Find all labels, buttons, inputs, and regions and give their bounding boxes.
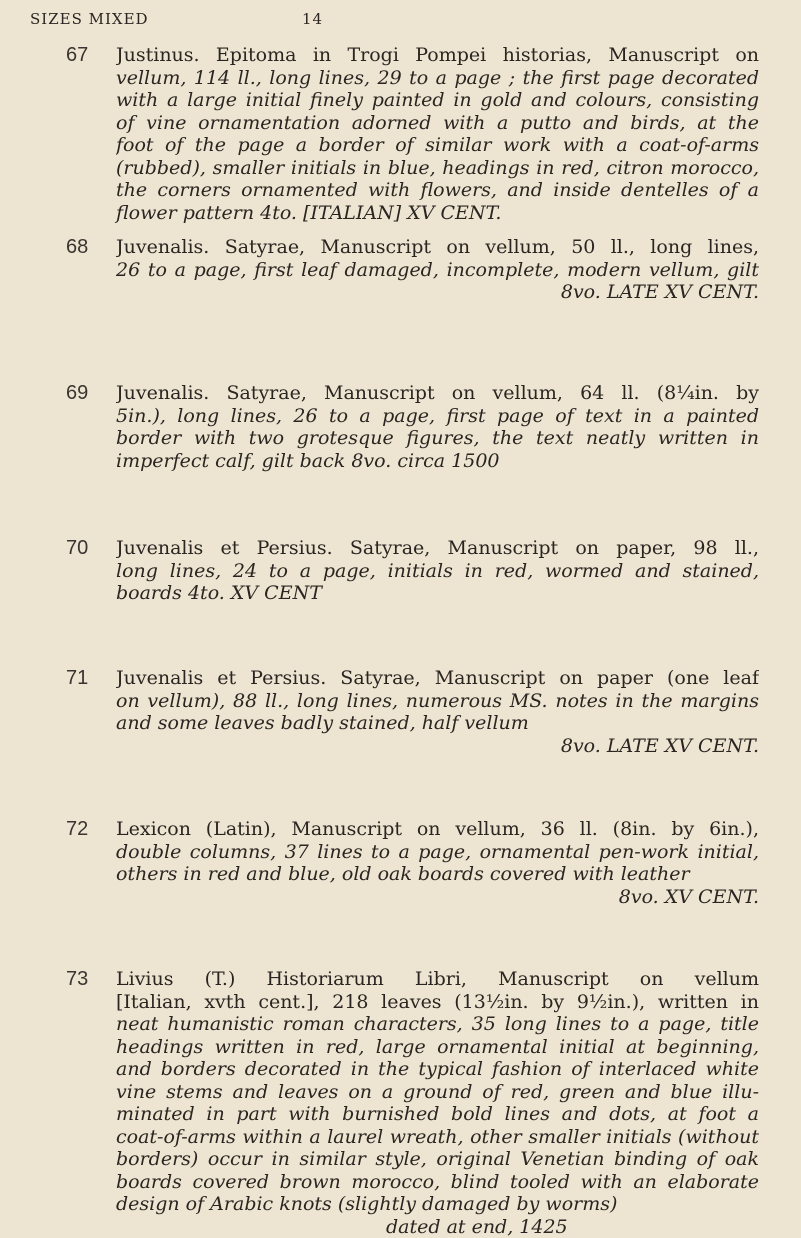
description-line: 26 to a page, first leaf damaged, incomplete, modern vellum, gilt xyxy=(116,259,759,282)
running-head xyxy=(30,10,730,30)
description-line: vellum, 114 ll., long lines, 29 to a page ; the first page decorated xyxy=(116,67,759,90)
lot-description xyxy=(116,382,759,472)
description-line: 8vo. XV CENT. xyxy=(116,886,759,909)
description-line: imperfect calf, gilt back 8vo. circa 1500 xyxy=(116,450,759,473)
description-line: Livius (T.) Historiarum Libri, Manuscript on vellum xyxy=(116,968,759,991)
page-number: 14 xyxy=(302,10,323,28)
description-line: Juvenalis. Satyrae, Manuscript on vellum, 50 ll., long lines, xyxy=(116,236,759,259)
description-line: minated in part with burnished bold lines and dots, at foot a xyxy=(116,1103,759,1126)
description-line: Juvenalis. Satyrae, Manuscript on vellum, 64 ll. (8¼in. by xyxy=(116,382,759,405)
lot-description xyxy=(116,667,759,757)
description-line: flower pattern 4to. [ITALIAN] XV CENT. xyxy=(116,202,759,225)
description-line: borders) occur in similar style, original Venetian binding of oak xyxy=(116,1148,759,1171)
description-line: double columns, 37 lines to a page, ornamental pen-work initial, xyxy=(116,841,759,864)
lot-description xyxy=(116,537,759,605)
description-line: Juvenalis et Persius. Satyrae, Manuscript on paper (one leaf xyxy=(116,667,759,690)
description-line: Juvenalis et Persius. Satyrae, Manuscript on paper, 98 ll., xyxy=(116,537,759,560)
description-line: and some leaves badly stained, half vellum xyxy=(116,712,759,735)
description-line: 5in.), long lines, 26 to a page, first page of text in a painted xyxy=(116,405,759,428)
description-line: of vine ornamentation adorned with a putto and birds, at the xyxy=(116,112,759,135)
description-line: border with two grotesque figures, the text neatly written in xyxy=(116,427,759,450)
lot-description xyxy=(116,818,759,908)
description-line: (rubbed), smaller initials in blue, headings in red, citron morocco, xyxy=(116,157,759,180)
lot-number: 72 xyxy=(66,818,88,841)
description-line: vine stems and leaves on a ground of red, green and blue illu- xyxy=(116,1081,759,1104)
lot-number: 73 xyxy=(66,968,88,991)
lot-description xyxy=(116,236,759,304)
description-line: coat-of-arms within a laurel wreath, other smaller initials (without xyxy=(116,1126,759,1149)
description-line: Justinus. Epitoma in Trogi Pompei historias, Manuscript on xyxy=(116,44,759,67)
lot-number: 71 xyxy=(66,667,88,690)
description-line: 8vo. LATE XV CENT. xyxy=(116,281,759,304)
description-line: design of Arabic knots (slightly damaged by worms) xyxy=(116,1193,759,1216)
lot-description xyxy=(116,44,759,224)
description-line: boards 4to. XV CENT xyxy=(116,582,759,605)
description-line: neat humanistic roman characters, 35 long lines to a page, title xyxy=(116,1013,759,1036)
description-line: [Italian, xvth cent.], 218 leaves (13½in. by 9½in.), written in xyxy=(116,991,759,1014)
section-title: SIZES MIXED xyxy=(30,10,149,28)
lot-number: 68 xyxy=(66,236,88,259)
description-line: dated at end, 1425 xyxy=(116,1216,759,1238)
description-line: others in red and blue, old oak boards covered with leather xyxy=(116,863,759,886)
description-line: on vellum), 88 ll., long lines, numerous MS. notes in the margins xyxy=(116,690,759,713)
description-line: foot of the page a border of similar work with a coat-of-arms xyxy=(116,134,759,157)
description-line: boards covered brown morocco, blind tooled with an elaborate xyxy=(116,1171,759,1194)
lot-number: 69 xyxy=(66,382,88,405)
description-line: Lexicon (Latin), Manuscript on vellum, 36 ll. (8in. by 6in.), xyxy=(116,818,759,841)
description-line: 8vo. LATE XV CENT. xyxy=(116,735,759,758)
description-line: and borders decorated in the typical fashion of interlaced white xyxy=(116,1058,759,1081)
description-line: headings written in red, large ornamental initial at beginning, xyxy=(116,1036,759,1059)
description-line: with a large initial finely painted in gold and colours, consisting xyxy=(116,89,759,112)
lot-number: 67 xyxy=(66,44,88,67)
lot-description xyxy=(116,968,759,1238)
lot-number: 70 xyxy=(66,537,88,560)
description-line: the corners ornamented with flowers, and inside dentelles of a xyxy=(116,179,759,202)
description-line: long lines, 24 to a page, initials in red, wormed and stained, xyxy=(116,560,759,583)
